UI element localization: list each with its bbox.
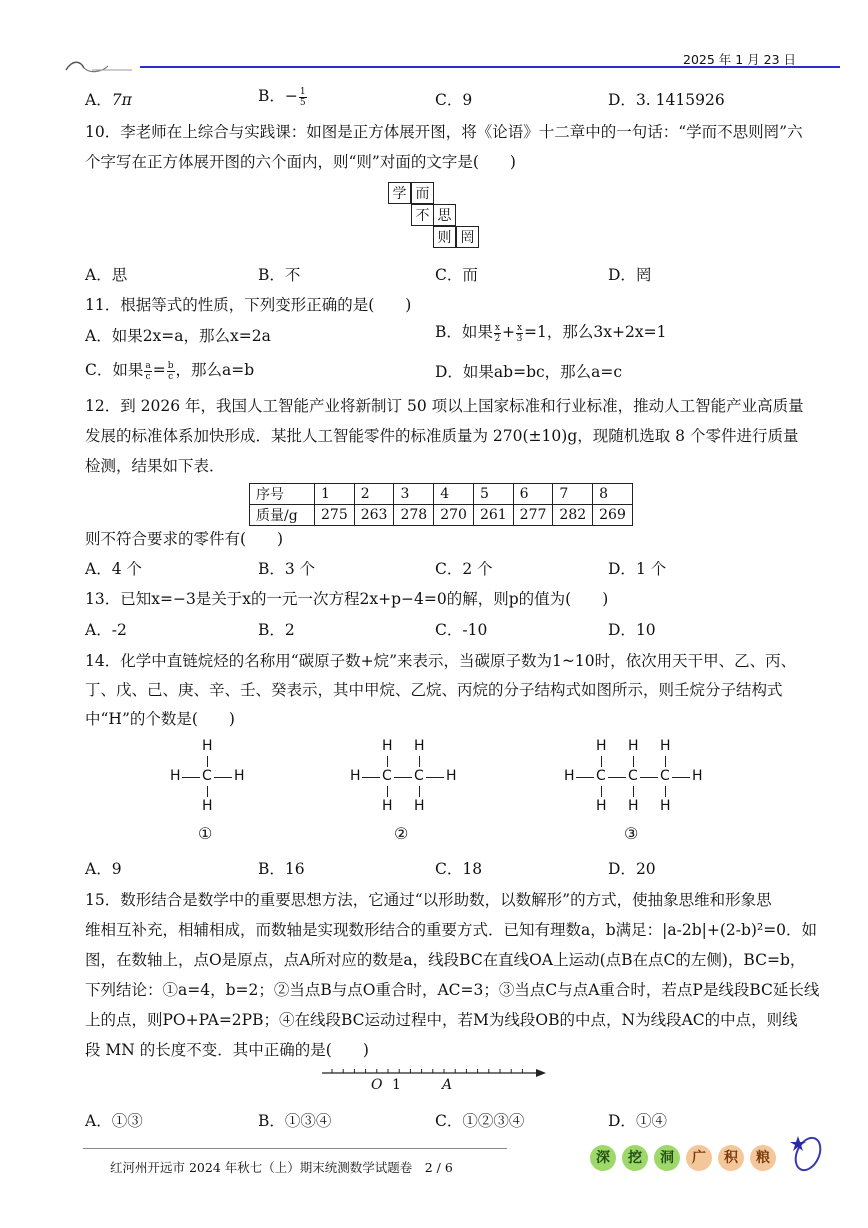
- table-cell: 4: [434, 484, 474, 505]
- bond-line: [394, 777, 412, 778]
- bond-line: [419, 786, 420, 797]
- q11-option-a: A．如果2x=a，那么x=2a: [85, 327, 271, 345]
- carbon-atom: C: [660, 768, 670, 784]
- bond-line: [182, 777, 200, 778]
- table-cell: 270: [434, 505, 474, 526]
- carbon-atom: C: [628, 768, 638, 784]
- q10-option-b: B．不: [258, 266, 301, 284]
- hydrogen-atom: H: [234, 768, 245, 784]
- q13-option-b: B．2: [258, 621, 295, 639]
- footer-badge: 粮: [750, 1145, 776, 1171]
- carbon-atom: C: [202, 768, 212, 784]
- bond-line: [207, 756, 208, 767]
- number-line: [318, 1063, 548, 1095]
- q15-line4: 下列结论：①a=4，b=2；②当点B与点O重合时，AC=3；③当点C与点A重合时，若点P是线段BC延长线: [85, 981, 820, 999]
- carbon-atom: C: [382, 768, 392, 784]
- q14-option-d: D．20: [608, 860, 656, 878]
- q12-option-b: B．3 个: [258, 560, 316, 578]
- footer-badge: 洞: [654, 1145, 680, 1171]
- q12-option-d: D．1 个: [608, 560, 667, 578]
- table-row: [250, 505, 633, 526]
- q15-option-b: B．①③④: [258, 1112, 332, 1130]
- q15-line1: 15．数形结合是数学中的重要思想方法，它通过“以形助数，以数解形”的方式，使抽象思维和形象思: [85, 891, 772, 909]
- hydrogen-atom: H: [414, 798, 425, 814]
- footer-badge: 挖: [622, 1145, 648, 1171]
- bond-line: [640, 777, 658, 778]
- hydrogen-atom: H: [596, 798, 607, 814]
- footer-badge: 广: [686, 1145, 712, 1171]
- table-cell: 8: [593, 484, 633, 505]
- q9-option-d: D．3. 1415926: [608, 91, 725, 109]
- q13-option-c: C．-10: [435, 621, 488, 639]
- hydrogen-atom: H: [202, 798, 213, 814]
- cube-face: 则: [433, 226, 456, 248]
- q14-option-b: B．16: [258, 860, 305, 878]
- bond-line: [207, 786, 208, 797]
- hydrogen-atom: H: [382, 738, 393, 754]
- bond-line: [387, 786, 388, 797]
- table-cell: 1: [315, 484, 355, 505]
- q10-option-c: C．而: [435, 266, 478, 284]
- q9-option-b: B．− $\frac{1}{5}$: [258, 86, 306, 108]
- q13-option-a: A．-2: [85, 621, 127, 639]
- cube-face: 思: [433, 204, 456, 226]
- q10-option-d: D．罔: [608, 266, 652, 284]
- hydrogen-atom: H: [350, 768, 361, 784]
- table-cell: 277: [513, 505, 553, 526]
- q10-option-a: A．思: [85, 266, 128, 284]
- table-cell: 278: [394, 505, 434, 526]
- table-cell: 6: [513, 484, 553, 505]
- hydrogen-atom: H: [202, 738, 213, 754]
- footer-badge: 深: [590, 1145, 616, 1171]
- bond-line: [601, 756, 602, 767]
- cube-face: 罔: [456, 226, 479, 248]
- bond-line: [633, 786, 634, 797]
- q11-option-d: D．如果ab=bc，那么a=c: [435, 363, 623, 381]
- q15-option-c: C．①②③④: [435, 1112, 525, 1130]
- q9-option-a: A．7π: [85, 91, 132, 109]
- methane-label: ①: [198, 824, 213, 843]
- table-cell: 7: [553, 484, 593, 505]
- table-cell: 263: [354, 505, 394, 526]
- bond-line: [665, 756, 666, 767]
- q12-mass-table: [249, 483, 633, 526]
- bond-line: [387, 756, 388, 767]
- carbon-atom: C: [414, 768, 424, 784]
- q12-line2: 发展的标准体系加快形成．某批人工智能零件的标准质量为 270(±10)g，现随机选取 8 个零件进行质量: [85, 427, 799, 445]
- q15-line3: 图，在数轴上，点O是原点，点A所对应的数是a，线段BC在直线OA上运动(点B在点C的左侧)，BC=b，: [85, 951, 806, 969]
- table-cell: 261: [473, 505, 513, 526]
- q15-option-a: A．①③: [85, 1112, 143, 1130]
- bond-line: [576, 777, 594, 778]
- q15-line2: 维相互补充，相辅相成，而数轴是实现数形结合的重要方式．已知有理数a，b满足：|a-2b|+(2-b)²=0．如: [85, 921, 818, 939]
- q11-option-c: C．如果 $\frac{a}{c}$ = $\frac{b}{c}$ ，那么a=b: [85, 360, 255, 382]
- carbon-atom: C: [596, 768, 606, 784]
- bond-line: [426, 777, 444, 778]
- q12-line1: 12．到 2026 年，我国人工智能产业将新制订 50 项以上国家标准和行业标准，推动人工智能产业高质量: [85, 397, 804, 415]
- q12-line3: 检测，结果如下表．: [85, 457, 225, 475]
- footer-rule: [83, 1148, 507, 1149]
- q12-after: 则不符合要求的零件有( ): [85, 530, 284, 548]
- q14-option-a: A．9: [85, 860, 122, 878]
- q10-line2: 个字写在正方体展开图的六个面内，则“则”对面的文字是( ): [85, 153, 516, 171]
- hydrogen-atom: H: [596, 738, 607, 754]
- hydrogen-atom: H: [660, 738, 671, 754]
- bond-line: [633, 756, 634, 767]
- ethane-label: ②: [394, 824, 409, 843]
- table-cell: 282: [553, 505, 593, 526]
- cube-face: 学: [388, 182, 411, 204]
- star-logo-icon: [786, 1130, 826, 1174]
- q15-option-d: D．①④: [608, 1112, 667, 1130]
- table-cell: 275: [315, 505, 355, 526]
- header-logo: [62, 52, 142, 76]
- hydrogen-atom: H: [660, 798, 671, 814]
- q11-stem: 11．根据等式的性质，下列变形正确的是( ): [85, 296, 412, 314]
- axis-label-o: O: [371, 1077, 383, 1093]
- bond-line: [214, 777, 232, 778]
- q12-option-a: A．4 个: [85, 560, 142, 578]
- footer-text: 红河州开远市 2024 年秋七（上）期末统测数学试题卷 2 / 6: [110, 1160, 453, 1175]
- q14-option-c: C．18: [435, 860, 483, 878]
- q15-line5: 上的点，则PO+PA=2PB；④在线段BC运动过程中，若M为线段OB的中点，N为线段AC的中点，则线: [85, 1011, 798, 1029]
- q11-option-b: B．如果 $\frac{x}{2}$ + $\frac{x}{3}$ =1，那么3x+2x=1: [435, 322, 667, 344]
- hydrogen-atom: H: [446, 768, 457, 784]
- q10-line1: 10．李老师在上综合与实践课：如图是正方体展开图，将《论语》十二章中的一句话：“学而不思则罔”六: [85, 123, 803, 141]
- table-cell: 269: [593, 505, 633, 526]
- hydrogen-atom: H: [564, 768, 575, 784]
- bond-line: [608, 777, 626, 778]
- table-cell: 3: [394, 484, 434, 505]
- axis-label-a: A: [442, 1077, 453, 1093]
- bond-line: [362, 777, 380, 778]
- table-row: [250, 484, 633, 505]
- bond-line: [665, 786, 666, 797]
- cube-face: 而: [411, 182, 434, 204]
- q14-line1: 14．化学中直链烷烃的名称用“碳原子数+烷”来表示，当碳原子数为1~10时，依次用天干甲、乙、丙、: [85, 652, 797, 670]
- bond-line: [672, 777, 690, 778]
- hydrogen-atom: H: [628, 798, 639, 814]
- q13-stem: 13．已知x=−3是关于x的一元一次方程2x+p−4=0的解，则p的值为( ): [85, 590, 609, 608]
- q14-line2: 丁、戊、己、庚、辛、壬、癸表示，其中甲烷、乙烷、丙烷的分子结构式如图所示，则壬烷分子结构式: [85, 681, 783, 699]
- q12-option-c: C．2 个: [435, 560, 493, 578]
- bond-line: [419, 756, 420, 767]
- table-cell: 2: [354, 484, 394, 505]
- cube-face: 不: [411, 204, 434, 226]
- header-date: 2025 年 1 月 23 日: [683, 52, 797, 67]
- table-header-cell: 质量/g: [250, 505, 315, 526]
- hydrogen-atom: H: [414, 738, 425, 754]
- hydrogen-atom: H: [628, 738, 639, 754]
- propane-label: ③: [624, 824, 639, 843]
- q9-option-c: C．9: [435, 91, 473, 109]
- axis-label-one: 1: [392, 1077, 401, 1093]
- bond-line: [601, 786, 602, 797]
- q15-line6: 段 MN 的长度不变．其中正确的是( ): [85, 1041, 369, 1059]
- hydrogen-atom: H: [692, 768, 703, 784]
- q13-option-d: D．10: [608, 621, 656, 639]
- q14-line3: 中“H”的个数是( ): [85, 710, 235, 728]
- hydrogen-atom: H: [170, 768, 181, 784]
- hydrogen-atom: H: [382, 798, 393, 814]
- table-cell: 5: [473, 484, 513, 505]
- footer-badge: 积: [718, 1145, 744, 1171]
- table-header-cell: 序号: [250, 484, 315, 505]
